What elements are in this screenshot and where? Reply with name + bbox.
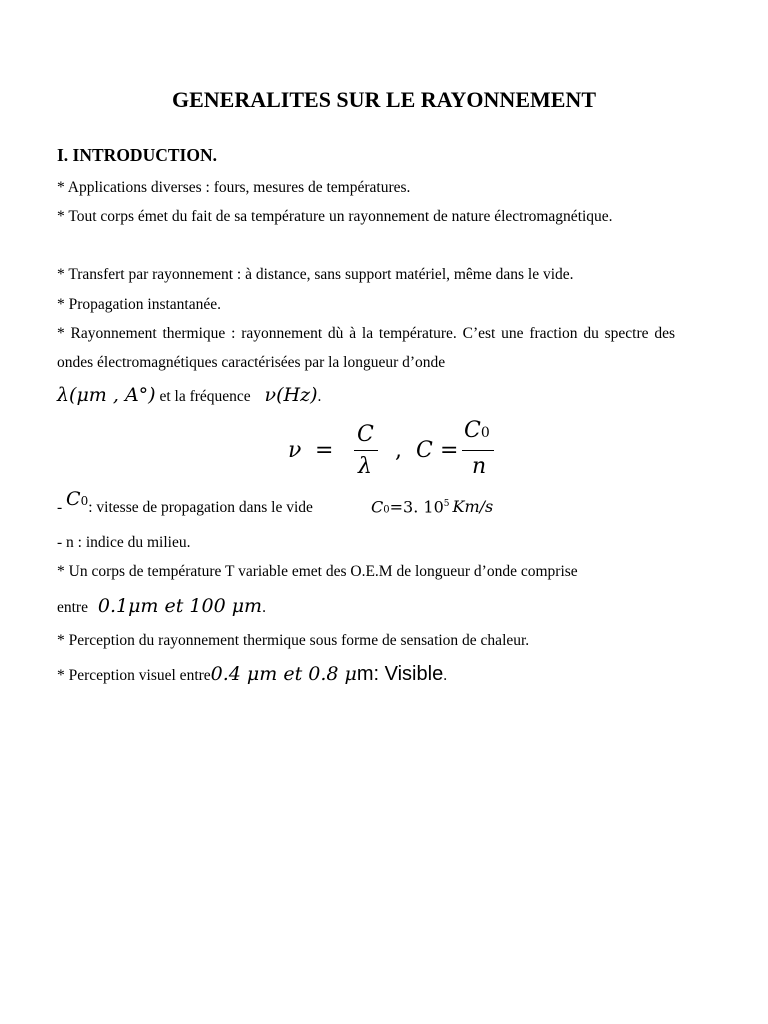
oem-range-line (57, 590, 675, 624)
eq-c: C (416, 438, 433, 463)
frequency-text: et la fréquence (159, 388, 251, 405)
c0-value: C0=3. $10^5$ Km/s (371, 497, 494, 517)
wavelength-units: λ(μm , A°) (57, 384, 156, 406)
c0-symbol: C0 (66, 488, 89, 510)
bullet-emission: * Tout corps émet du fait de sa température un rayonnement de nature électromagnétique. (57, 208, 613, 225)
visible-label: m: Visible (356, 663, 444, 685)
bullet-transfer: * Transfert par rayonnement : à distance, sans support matériel, même dans le vide. (57, 266, 574, 283)
eq-comma: , (395, 438, 402, 463)
document-title: GENERALITES SUR LE RAYONNEMENT (171, 87, 596, 112)
c0-description: : vitesse de propagation dans le vide (88, 499, 313, 516)
perception-visual-line (57, 656, 675, 694)
eq-equals-2: = (440, 438, 459, 463)
visible-range: 0.4 μm et 0.8 μ (210, 663, 357, 685)
bullet-thermal-radiation: * Rayonnement thermique : rayonnement dù à la température. C’est une fraction du spectre des ondes électromagnétiques caractérisées par la longueur d’onde (57, 325, 675, 371)
period: . (317, 388, 322, 405)
oem-line: * Un corps de température T variable emet des O.E.M de longueur d’onde comprise (57, 563, 578, 580)
bullet-applications: * Applications diverses : fours, mesures de températures. (57, 179, 411, 196)
c0-definition-line (57, 488, 675, 522)
oem-range: 0.1μm et 100 μm (97, 595, 263, 617)
section-heading: I. INTRODUCTION. (57, 145, 217, 165)
eq-numerator-c: C (357, 422, 374, 447)
eq-equals-1: = (315, 438, 334, 463)
eq-nu: ν (288, 438, 302, 463)
oem-period: . (262, 599, 266, 616)
wavelength-frequency-line (57, 378, 675, 414)
oem-entre: entre (57, 599, 88, 616)
bullet-propagation: * Propagation instantanée. (57, 296, 221, 313)
eq-numerator-c0: C0 (464, 418, 490, 443)
eq-fraction-bar-2 (462, 450, 494, 451)
frequency-units: ν(Hz) (264, 384, 318, 406)
perception-visual-text: * Perception visuel entre (57, 667, 211, 684)
eq-fraction-bar-1 (354, 450, 378, 451)
c0-dash: - (57, 499, 63, 516)
index-definition: - n : indice du milieu. (57, 534, 191, 551)
eq-denominator-n: n (472, 454, 487, 479)
frequency-equation (288, 418, 548, 482)
eq-denominator-lambda: λ (358, 454, 372, 479)
perception-heat: * Perception du rayonnement thermique sous forme de sensation de chaleur. (57, 632, 530, 649)
perception-period: . (443, 667, 448, 684)
